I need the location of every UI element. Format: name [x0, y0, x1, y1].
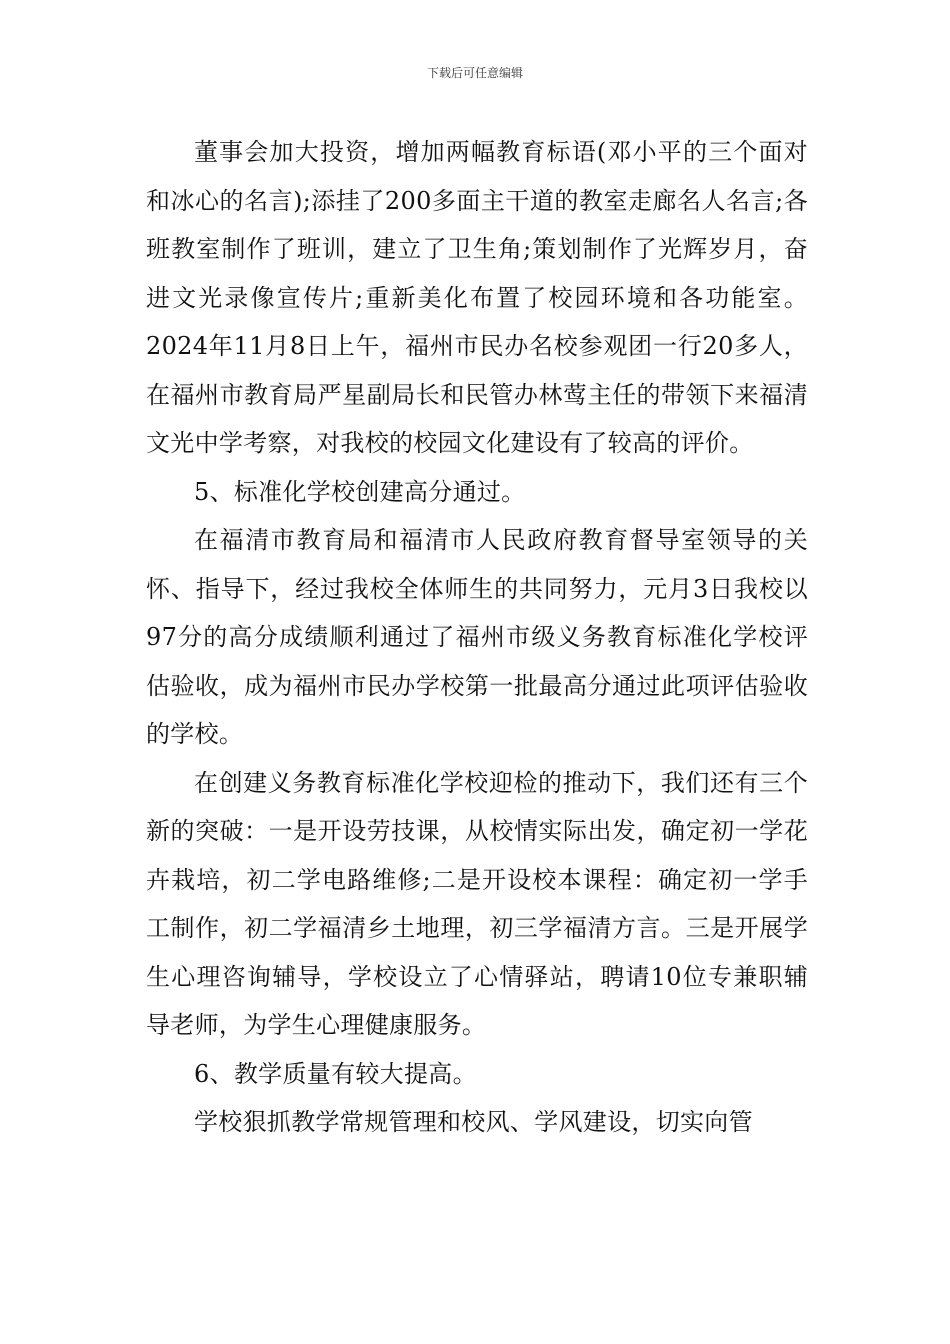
- page-header: 下载后可任意编辑: [426, 66, 523, 80]
- section-heading-standardization: 5、标准化学校创建高分通过。: [194, 477, 526, 506]
- document-body: [146, 128, 808, 1147]
- paragraph-campus-culture: 董事会加大投资，增加两幅教育标语(邓小平的三个面对和冰心的名言);添挂了200多面主干道的教室走廊名人名言;各班教室制作了班训，建立了卫生角;策划制作了光辉岁月，奋进文光录像宣传片;重新美化布置了校园环境和各功能室。2024年11月8日上午，福州市民办名校参观团一行20多人，在福州市教育局严星副局长和民管办林莺主任的带领下来福清文光中学考察，对我校的校园文化建设有了较高的评价。: [146, 138, 808, 457]
- paragraph-teaching-management: 学校狠抓教学常规管理和校风、学风建设，切实向管: [194, 1108, 753, 1136]
- paragraph-new-breakthroughs: 在创建义务教育标准化学校迎检的推动下，我们还有三个新的突破：一是开设劳技课，从校情实际出发，确定初一学花卉栽培，初二学电路维修;二是开设校本课程：确定初一学手工制作，初二学福清乡土地理，初三学福清方言。三是开展学生心理咨询辅导，学校设立了心情驿站，聘请10位专兼职辅导老师，为学生心理健康服务。: [146, 768, 808, 1039]
- section-heading-teaching-quality: 6、教学质量有较大提高。: [194, 1059, 477, 1088]
- paragraph-standardization-evaluation: 在福清市教育局和福清市人民政府教育督导室领导的关怀、指导下，经过我校全体师生的共同努力，元月3日我校以97分的高分成绩顺利通过了福州市级义务教育标准化学校评估验收，成为福州市民办学校第一批最高分通过此项评估验收的学校。: [146, 526, 808, 748]
